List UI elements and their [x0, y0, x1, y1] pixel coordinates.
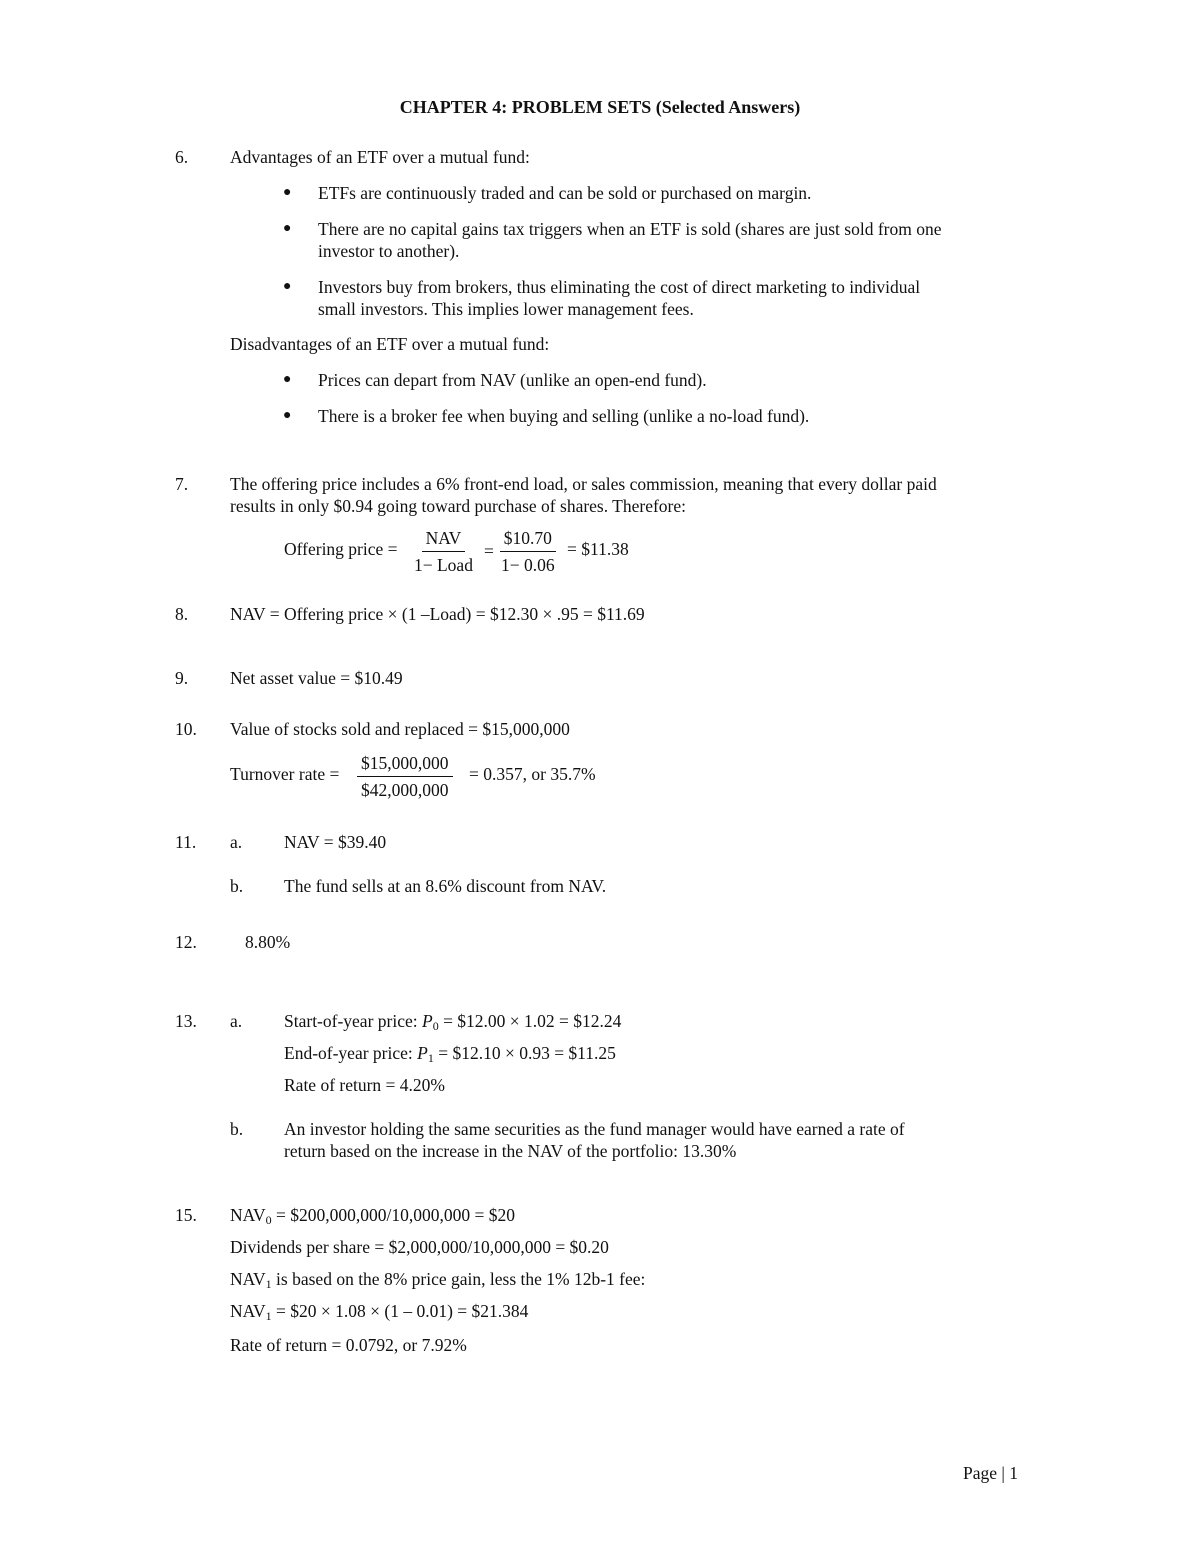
question-12-number: 12.	[175, 932, 197, 952]
nav-label: NAV	[230, 1205, 266, 1225]
q11-part-b-letter: b.	[230, 876, 244, 896]
question-13-number: 13.	[175, 1011, 197, 1031]
q13-part-a-letter: a.	[230, 1011, 243, 1031]
page-title	[0, 96, 1200, 118]
q8-text: NAV = Offering price × (1 –Load) = $12.30 × .95 = $11.69	[230, 604, 645, 624]
fraction-denominator: 1− Load	[414, 555, 473, 575]
question-6-number: 6.	[175, 147, 189, 167]
q11-part-b-text: The fund sells at an 8.6% discount from NAV.	[284, 876, 607, 896]
q15-rate-of-return: Rate of return = 0.0792, or 7.92%	[230, 1335, 467, 1355]
question-7-number: 7.	[175, 474, 189, 494]
question-11-number: 11.	[175, 832, 197, 852]
q13-start-price-line	[284, 1010, 621, 1032]
q6-advantages-heading: Advantages of an ETF over a mutual fund:	[230, 147, 530, 167]
subscript: 1	[265, 1309, 272, 1323]
subscript: 0	[432, 1019, 439, 1033]
line-label: Start-of-year price:	[284, 1011, 422, 1031]
q15-nav1-calc-line	[230, 1300, 528, 1322]
q11-part-a-letter: a.	[230, 832, 243, 852]
fraction-numerator: $10.70	[500, 527, 556, 552]
q6-advantage-item: ETFs are continuously traded and can be sold or purchased on margin.	[318, 183, 812, 203]
q6-disadvantage-item: There is a broker fee when buying and selling (unlike a no-load fund).	[318, 406, 810, 426]
q7-fraction-values	[497, 527, 559, 576]
equals-sign: =	[484, 541, 494, 561]
q6-advantage-item-continued: small investors. This implies lower management fees.	[318, 299, 694, 319]
line-value: = $12.10 × 0.93 = $11.25	[433, 1043, 616, 1063]
q6-advantage-item: Investors buy from brokers, thus eliminating the cost of direct marketing to individual	[318, 277, 921, 297]
bullet-icon: ●	[283, 185, 292, 200]
question-9-number: 9.	[175, 668, 189, 688]
q10-equation-lhs: Turnover rate =	[230, 764, 340, 784]
fraction-numerator: NAV	[422, 527, 466, 552]
line-label: End-of-year price:	[284, 1043, 418, 1063]
bullet-icon: ●	[283, 279, 292, 294]
fraction-denominator: 1− 0.06	[501, 555, 555, 575]
q10-fraction-turnover	[357, 752, 453, 801]
line-value: = $200,000,000/10,000,000 = $20	[271, 1205, 516, 1225]
q15-dividends-line: Dividends per share = $2,000,000/10,000,000 = $0.20	[230, 1237, 609, 1257]
q7-equation-result: = $11.38	[567, 539, 629, 559]
nav-label: NAV	[230, 1269, 266, 1289]
q6-disadvantage-item: Prices can depart from NAV (unlike an open-end fund).	[318, 370, 707, 390]
q7-fraction-nav-over-load	[410, 527, 477, 576]
line-value: = $12.00 × 1.02 = $12.24	[438, 1011, 622, 1031]
q13-part-b-line: An investor holding the same securities as the fund manager would have earned a rate of	[284, 1119, 905, 1139]
q7-equation-lhs: Offering price =	[284, 539, 398, 559]
bullet-icon: ●	[283, 408, 292, 423]
fraction-numerator: $15,000,000	[357, 752, 453, 777]
q15-nav1-note-line	[230, 1268, 645, 1290]
q9-text: Net asset value = $10.49	[230, 668, 403, 688]
subscript: 0	[265, 1213, 272, 1227]
q11-part-a-text: NAV = $39.40	[284, 832, 387, 852]
q7-text-line: The offering price includes a 6% front-end load, or sales commission, meaning that every dollar paid	[230, 474, 937, 494]
title-subtitle: (Selected Answers)	[655, 97, 801, 117]
q6-advantage-item-continued: investor to another).	[318, 241, 460, 261]
q15-nav0-line	[230, 1204, 515, 1226]
variable-symbol: P	[417, 1043, 428, 1063]
subscript: 1	[427, 1051, 434, 1065]
q13-part-b-line: return based on the increase in the NAV of the portfolio: 13.30%	[284, 1141, 737, 1161]
page-number: Page | 1	[963, 1463, 1019, 1483]
subscript: 1	[265, 1277, 272, 1291]
bullet-icon: ●	[283, 372, 292, 387]
q10-text-line: Value of stocks sold and replaced = $15,000,000	[230, 719, 570, 739]
question-10-number: 10.	[175, 719, 197, 739]
line-value: is based on the 8% price gain, less the 1% 12b-1 fee:	[271, 1269, 646, 1289]
nav-label: NAV	[230, 1301, 266, 1321]
fraction-denominator: $42,000,000	[361, 780, 449, 800]
q12-text: 8.80%	[245, 932, 291, 952]
q6-advantage-item: There are no capital gains tax triggers when an ETF is sold (shares are just sold from one	[318, 219, 942, 239]
line-value: = $20 × 1.08 × (1 – 0.01) = $21.384	[271, 1301, 529, 1321]
q13-end-price-line	[284, 1042, 616, 1064]
bullet-icon: ●	[283, 221, 292, 236]
question-15-number: 15.	[175, 1205, 197, 1225]
question-8-number: 8.	[175, 604, 189, 624]
q7-text-line: results in only $0.94 going toward purchase of shares. Therefore:	[230, 496, 687, 516]
variable-symbol: P	[421, 1011, 433, 1031]
title-main: CHAPTER 4: PROBLEM SETS	[399, 97, 652, 117]
q13-rate-of-return: Rate of return = 4.20%	[284, 1075, 446, 1095]
q10-equation-result: = 0.357, or 35.7%	[469, 764, 596, 784]
q6-disadvantages-heading: Disadvantages of an ETF over a mutual fund:	[230, 334, 550, 354]
q13-part-b-letter: b.	[230, 1119, 244, 1139]
